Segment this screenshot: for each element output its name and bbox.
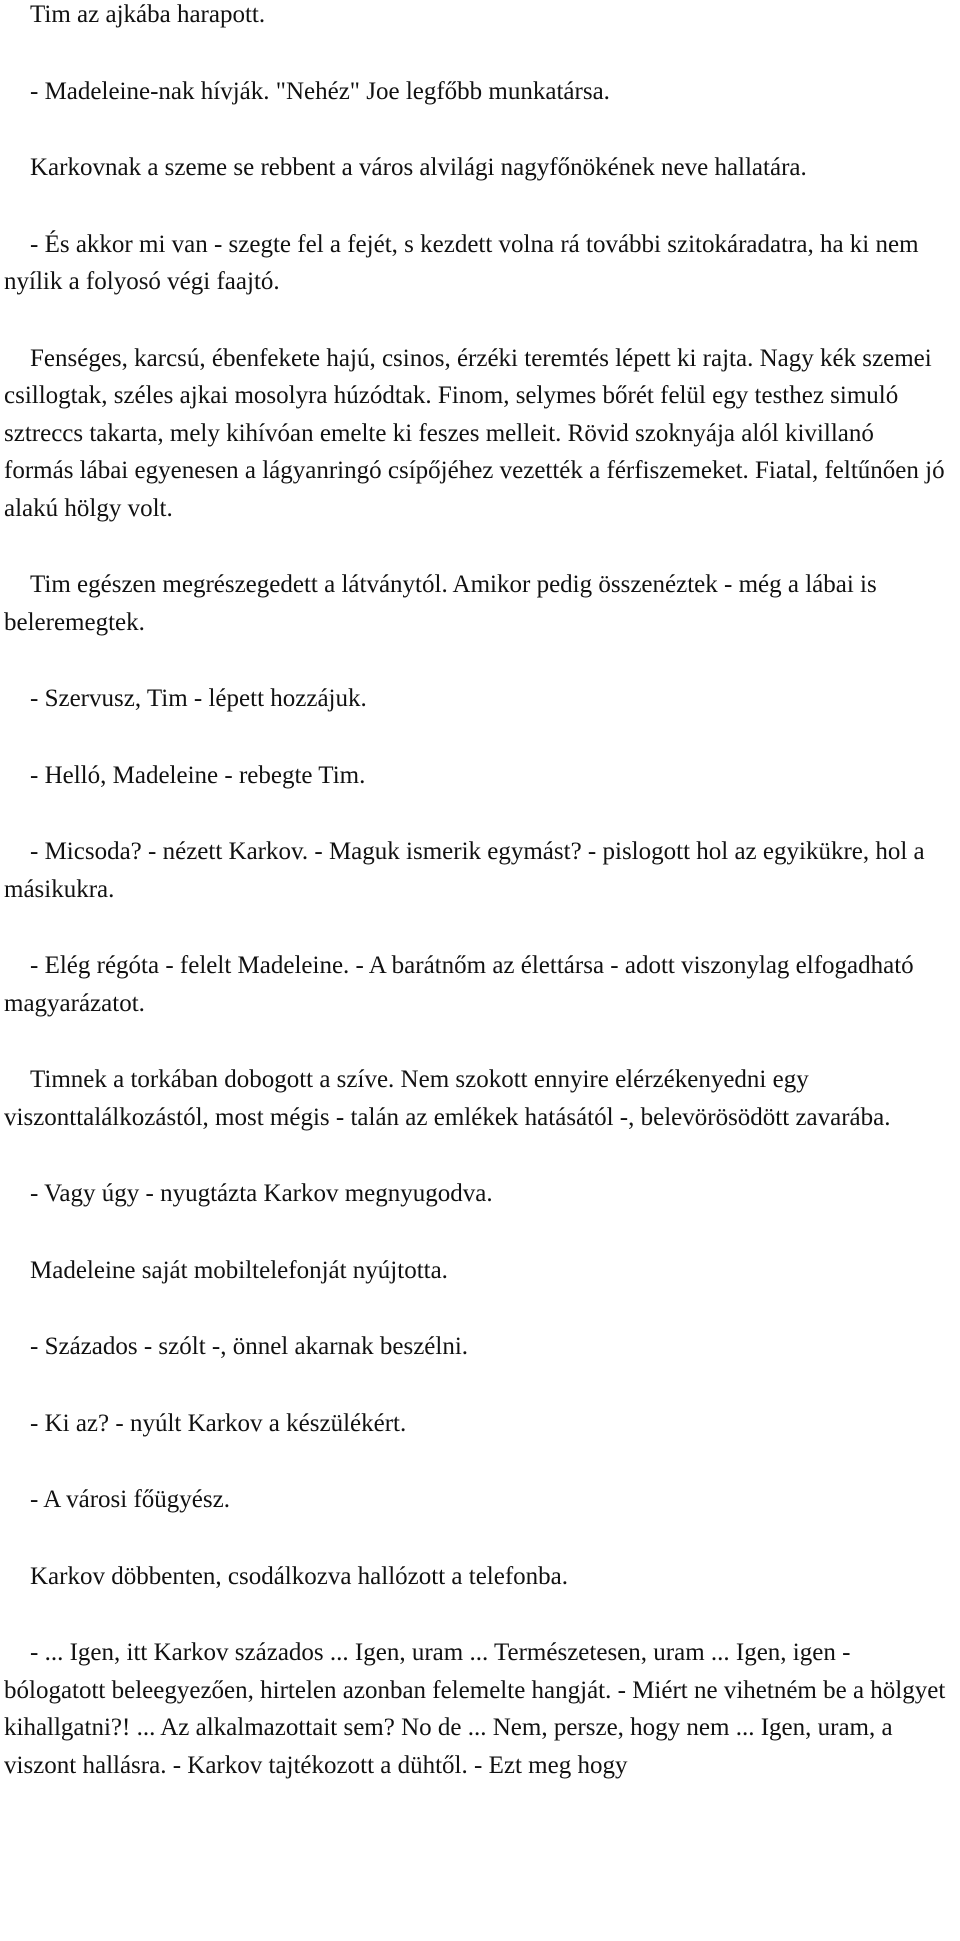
paragraph: Tim egészen megrészegedett a látványtól. Amikor pedig összenéztek - még a lábai is beleremegtek. bbox=[4, 571, 877, 636]
paragraph: - Madeleine-nak hívják. "Nehéz" Joe legfőbb munkatársa. bbox=[30, 77, 610, 105]
paragraph: - És akkor mi van - szegte fel a fejét, s kezdett volna rá további szitokáradatra, ha ki nem nyílik a folyosó végi faajtó. bbox=[4, 230, 919, 295]
paragraph: - Ki az? - nyúlt Karkov a készülékért. bbox=[30, 1409, 407, 1437]
paragraph: Fenséges, karcsú, ébenfekete hajú, csinos, érzéki teremtés lépett ki rajta. Nagy kék szemei csillogtak, széles ajkai mosolyra húzódtak. Finom, selymes bőrét felül egy testhez simuló sztreccs takarta, mely kihívóan emelte ki feszes melleit. Rövid szoknyája alól kivillanó formás lábai egyenesen a lágyanringó csípőjéhez vezették a férfiszemeket. Fiatal, feltűnően jó alakú hölgy volt. bbox=[4, 344, 945, 522]
paragraph: - Százados - szólt -, önnel akarnak beszélni. bbox=[30, 1333, 469, 1360]
paragraph: - A városi főügyész. bbox=[30, 1486, 230, 1513]
paragraph: Tim az ajkába harapott. bbox=[30, 1, 266, 28]
paragraph: Karkovnak a szeme se rebbent a város alvilági nagyfőnökének neve hallatára. bbox=[30, 154, 807, 181]
paragraph: Madeleine saját mobiltelefonját nyújtotta. bbox=[30, 1256, 448, 1284]
paragraph: - Elég régóta - felelt Madeleine. - A barátnőm az élettársa - adott viszonylag elfogadható magyarázatot. bbox=[4, 952, 914, 1017]
paragraph: - Vagy úgy - nyugtázta Karkov megnyugodva. bbox=[30, 1180, 493, 1207]
paragraph: - Helló, Madeleine - rebegte Tim. bbox=[30, 761, 366, 789]
paragraph: - ... Igen, itt Karkov százados ... Igen, uram ... Természetesen, uram ... Igen, igen - bólogatott beleegyezően, hirtelen azonban felemelte hangját. - Miért ne vihetném be a hölgyet kihallgatni?! ... Az alkalmazottait sem? No de ... Nem, persze, hogy nem ... Igen, uram, a viszont hallásra. - Karkov tajtékozott a dühtől. - Ezt meg hogy bbox=[4, 1639, 946, 1779]
paragraph: - Szervusz, Tim - lépett hozzájuk. bbox=[30, 685, 367, 712]
paragraph: - Micsoda? - nézett Karkov. - Maguk ismerik egymást? - pislogott hol az egyikükre, hol a másikukra. bbox=[4, 838, 925, 903]
paragraph: Karkov döbbenten, csodálkozva hallózott a telefonba. bbox=[30, 1562, 569, 1590]
paragraph: Timnek a torkában dobogott a szíve. Nem szokott ennyire elérzékenyedni egy viszonttalálkozástól, most mégis - talán az emlékek hatásától -, belevörösödött zavarába. bbox=[4, 1066, 891, 1131]
